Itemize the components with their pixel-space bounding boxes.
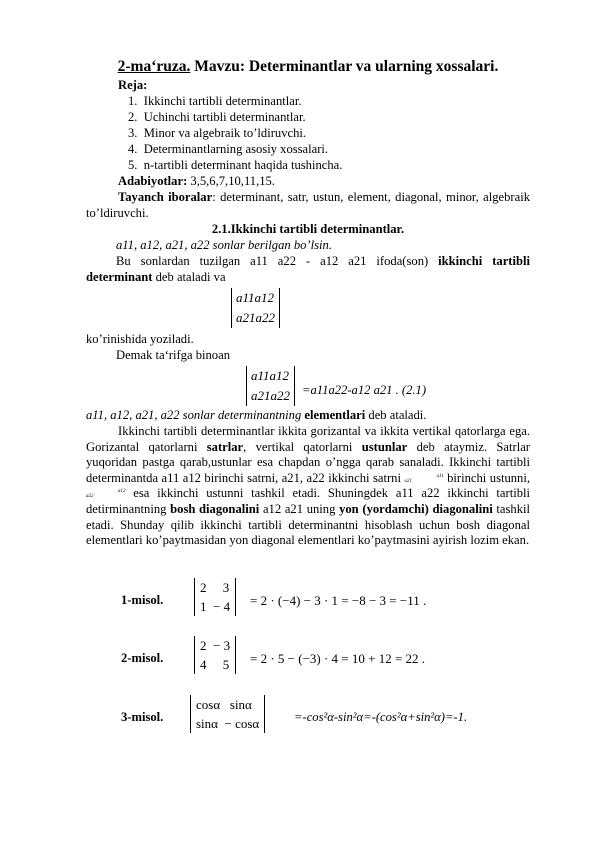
example-1-result: = 2 · (−4) − 3 · 1 = −8 − 3 = −11 .	[250, 593, 427, 608]
example-3-result: =-cos²α-sin²α=-(cos²α+sin²α)=-1.	[294, 710, 468, 724]
plan-item: 2. Uchinchi tartibli determinantlar.	[128, 110, 306, 124]
formula-determinant	[246, 366, 295, 406]
page-title	[86, 58, 530, 76]
example-1-determinant: 2 3 1 − 4	[194, 578, 236, 616]
example-2-determinant: 2 − 3 4 5	[194, 636, 236, 674]
paragraph-written-form: ko’rinishida yoziladi.	[86, 332, 194, 346]
det-row-2: a21a22	[251, 388, 290, 403]
keywords-text: : determinant, satr, ustun, element, diagonal, minor, algebraik to’ldiruvchi.	[86, 190, 530, 220]
section-title: 2.1.Ikkinchi tartibli determinantlar.	[211, 222, 405, 236]
formula-2-1: =a11a22-a12 a21 . (2.1)	[302, 383, 427, 397]
det-row-2: a21a22	[236, 310, 275, 325]
plan-item: 1. Ikkinchi tartibli determinantlar.	[128, 94, 302, 108]
example-3-label: 3-misol.	[121, 710, 164, 724]
plan-item: 5. n-tartibli determinant haqida tushincha.	[128, 158, 343, 172]
literature-label: Adabiyotlar:	[118, 174, 188, 188]
plan-label: Reja:	[118, 78, 148, 92]
example-3-determinant: cosα sinα sinα − cosα	[190, 695, 265, 733]
paragraph-given: a11, a12, a21, a22 sonlar berilgan bo’lsin.	[116, 238, 332, 252]
example-2-label: 2-misol.	[121, 651, 164, 665]
keywords-label: Tayanch iboralar	[118, 190, 213, 204]
literature-value: 3,5,6,7,10,11,15.	[187, 174, 275, 188]
example-2-result: = 2 · 5 − (−3) · 4 = 10 + 12 = 22 .	[250, 651, 426, 666]
literature-line	[118, 174, 275, 189]
tiny-column-2: a12 a22	[86, 489, 126, 500]
example-1-label: 1-misol.	[121, 593, 164, 607]
paragraph-elements: a11, a12, a21, a22 sonlar determinantning elementlari deb ataladi.	[86, 408, 427, 422]
paragraph-definition: Bu sonlardan tuzilgan a11 a22 - a12 a21 ifoda(son) ikkinchi tartibli determinant deb ataladi va	[86, 254, 531, 284]
plan-item: 3. Minor va algebraik to’ldiruvchi.	[128, 126, 307, 140]
lecture-number: 2-ma‘ruza.	[117, 58, 191, 75]
keywords-paragraph	[86, 190, 530, 221]
paragraph-rows-columns: Ikkinchi tartibli determinantlar ikkita gorizantal va ikkita vertikal qatorlarga ega. Gorizantal qatorlarni satrlar, vertikal qatorlarni ustunlar deb ataymiz. Satrlar yuqoridan pastga qarab,ustunlar esa chapdan o’ngga qarab sanaladi. Ikkinchi tartibli determinantda a11 a12 birinchi satrni, a21, a22 ikkinchi satrni a11 a21 birinchi ustunni, a12 a22 esa ikkinchi ustunni tashkil etadi. Shuningdek a11 a22 ikkinchi tartibli detirminantning bosh diagonalini a12 a21 uning yon (yordamchi) diagonalini tashkil etadi. Shunday qilib ikkinchi tartibli determinantni hisoblash uchun bosh diagonal elementlari ko’paytmasidan yon diagonal elementlari ko’paytmasini ayirish lozim ekan.	[86, 424, 531, 548]
paragraph-by-definition: Demak ta‘rifga binoan	[116, 348, 230, 362]
det-row-1: a11a12	[251, 368, 290, 383]
plan-item: 4. Determinantlarning asosiy xossalari.	[128, 142, 329, 156]
lecture-topic: Mavzu: Determinantlar va ularning xossalari.	[190, 58, 499, 75]
tiny-column-1: a11 a21	[404, 473, 444, 484]
symbolic-determinant	[231, 288, 280, 328]
det-row-1: a11a12	[236, 290, 275, 305]
